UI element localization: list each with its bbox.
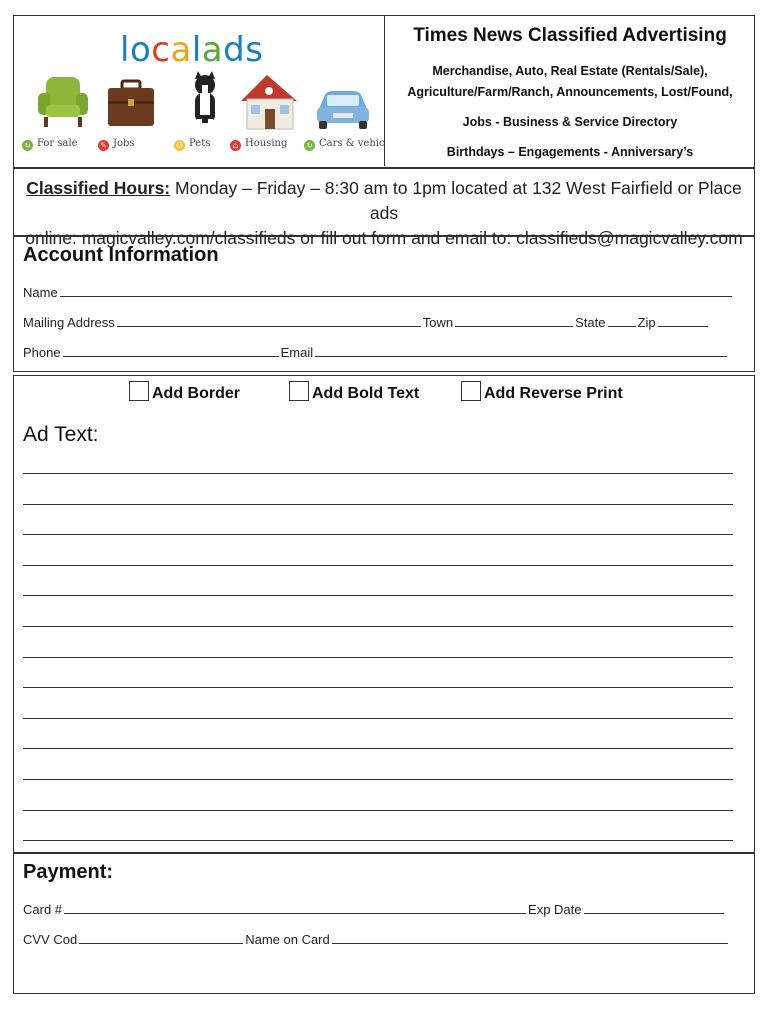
logo-letter: a: [201, 30, 224, 70]
ad-text-line[interactable]: [23, 626, 733, 627]
add-reverse-print-label: Add Reverse Print: [484, 385, 623, 402]
ad-text-line[interactable]: [23, 595, 733, 596]
mailing-address-field[interactable]: [117, 316, 421, 327]
cvv-row: [23, 932, 730, 947]
ad-text-line[interactable]: [23, 810, 733, 811]
add-border-option[interactable]: [129, 381, 240, 403]
add-reverse-print-option[interactable]: [461, 381, 623, 403]
category-jobs: [96, 71, 166, 171]
categories-line-4: Birthdays – Engagements - Anniversary’s: [446, 145, 694, 159]
page-title: Times News Classified Advertising: [413, 25, 727, 46]
town-label: Town: [422, 315, 454, 330]
town-field[interactable]: [455, 316, 573, 327]
ad-text-line[interactable]: [23, 748, 733, 749]
add-bold-text-label: Add Bold Text: [312, 385, 420, 402]
email-field[interactable]: [315, 346, 727, 357]
add-bold-text-checkbox[interactable]: [289, 381, 309, 401]
ad-text-line[interactable]: [23, 473, 733, 474]
email-label: Email: [280, 345, 314, 360]
categories-line-1: Merchandise, Auto, Real Estate (Rentals/Sale),: [432, 64, 708, 78]
ad-text-line[interactable]: [23, 779, 733, 780]
category-pets: [170, 71, 240, 171]
address-row: [23, 315, 710, 330]
mailing-address-label: Mailing Address: [23, 315, 115, 330]
for-sale-dot-icon: ↻: [22, 140, 33, 151]
add-reverse-print-checkbox[interactable]: [461, 381, 481, 401]
house-icon: [237, 71, 301, 133]
ad-text-line[interactable]: [23, 565, 733, 566]
localads-logo: [120, 30, 263, 70]
hours-line-1: [14, 176, 754, 226]
ad-section: [13, 375, 755, 853]
add-bold-text-option[interactable]: [289, 381, 419, 403]
ad-text-line[interactable]: [23, 718, 733, 719]
ad-text-line[interactable]: [23, 840, 733, 841]
category-label: Cars & vehic: [319, 138, 385, 149]
logo-letter: l: [120, 30, 130, 70]
logo-letter: a: [170, 30, 192, 70]
logo-letter: o: [129, 30, 152, 70]
pets-dot-icon: ☺: [175, 141, 184, 150]
state-field[interactable]: [608, 316, 636, 327]
add-border-label: Add Border: [152, 385, 240, 402]
account-section: [13, 236, 755, 372]
ad-text-line[interactable]: [23, 504, 733, 505]
category-label: Housing: [245, 138, 288, 149]
ad-text-title: Ad Text:: [23, 423, 99, 446]
title-panel: [386, 16, 754, 166]
hours-section: [13, 168, 755, 248]
card-number-label: Card #: [23, 902, 63, 917]
category-label: Pets: [189, 138, 211, 149]
exp-date-label: Exp Date: [528, 902, 582, 917]
name-on-card-field[interactable]: [332, 933, 728, 944]
name-row: [23, 285, 734, 300]
phone-email-row: [23, 345, 729, 360]
category-label: For sale: [37, 138, 78, 149]
card-row: [23, 902, 726, 917]
header-section: [13, 15, 755, 168]
armchair-icon: [36, 71, 90, 133]
payment-section: [13, 853, 755, 994]
account-title: Account Information: [23, 244, 219, 266]
phone-field[interactable]: [63, 346, 279, 357]
cars-dot-icon: ↻: [304, 140, 315, 151]
hours-text-1: Monday – Friday – 8:30 am to 1pm located at 132 West Fairfield or Place ads: [170, 178, 742, 223]
phone-label: Phone: [23, 345, 61, 360]
logo-panel: [14, 16, 385, 166]
logo-letter: s: [245, 30, 264, 70]
name-label: Name: [23, 285, 58, 300]
cvv-field[interactable]: [79, 933, 243, 944]
hours-label: Classified Hours:: [26, 178, 171, 198]
exp-date-field[interactable]: [584, 903, 724, 914]
logo-letter: d: [223, 30, 246, 70]
add-border-checkbox[interactable]: [129, 381, 149, 401]
briefcase-icon: [104, 71, 158, 133]
ad-text-line[interactable]: [23, 657, 733, 658]
category-housing: [234, 71, 304, 171]
zip-label: Zip: [637, 315, 656, 330]
category-label: Jobs: [113, 138, 135, 149]
ad-text-line[interactable]: [23, 687, 733, 688]
categories-line-3: Jobs - Business & Service Directory: [462, 115, 678, 129]
name-on-card-label: Name on Card: [245, 932, 330, 947]
hours-text-2: online: magicvalley.com/classifieds or fill out form and email to: classifieds@magicvalley.com: [25, 228, 743, 248]
zip-field[interactable]: [658, 316, 708, 327]
logo-letter: c: [151, 30, 171, 70]
state-label: State: [575, 315, 606, 330]
dog-icon: [178, 71, 232, 133]
car-icon: [313, 71, 373, 133]
ad-text-line[interactable]: [23, 534, 733, 535]
cvv-label: CVV Cod: [23, 932, 78, 947]
categories-line-2: Agriculture/Farm/Ranch, Announcements, Lost/Found,: [407, 85, 733, 99]
jobs-dot-icon: ✎: [98, 140, 109, 151]
housing-dot-icon: ⌂: [230, 140, 241, 151]
card-number-field[interactable]: [64, 903, 526, 914]
logo-letter: l: [191, 30, 202, 70]
payment-title: Payment:: [23, 861, 114, 883]
category-cars: [306, 71, 385, 171]
name-field[interactable]: [60, 286, 732, 297]
category-for-sale: [24, 71, 98, 171]
